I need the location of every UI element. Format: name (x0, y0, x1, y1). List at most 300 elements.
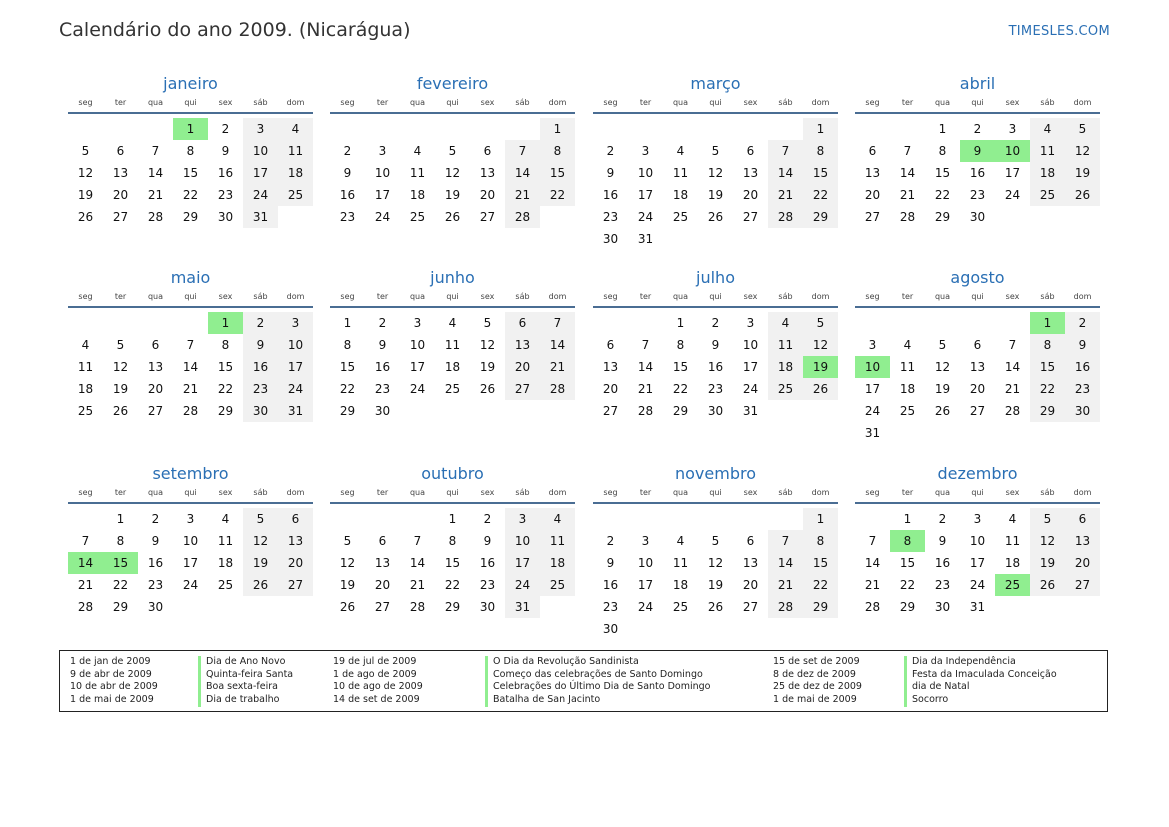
month-name: junho (430, 268, 475, 287)
day-cell: 24 (969, 578, 986, 592)
day-cell: 2 (483, 512, 492, 526)
weekday-label: sáb (778, 98, 793, 107)
day-cell: 13 (969, 360, 986, 374)
day-cell: 25 (672, 600, 689, 614)
weekday-label: seg (865, 292, 880, 301)
legend-holiday: Dia de Ano Novo (206, 656, 286, 667)
day-cell: 14 (768, 162, 803, 184)
day-cell: 29 (934, 210, 951, 224)
month-janeiro (68, 72, 313, 228)
empty-cell (768, 508, 803, 530)
empty-cell (663, 118, 698, 140)
weekday-label: qui (971, 488, 984, 497)
day-cell: 25 (768, 378, 803, 400)
day-cell: 13 (147, 360, 164, 374)
day-cell: 30 (602, 622, 619, 636)
legend-date: 19 de jul de 2009 (333, 656, 417, 667)
day-cell: 18 (1030, 162, 1065, 184)
weekday-label: seg (78, 292, 93, 301)
legend-dates-col-1 (70, 656, 158, 707)
day-cell: 11 (217, 534, 234, 548)
day-cell: 18 (672, 578, 689, 592)
month-outubro (330, 462, 575, 618)
weekday-label: sáb (515, 98, 530, 107)
weekday-label: seg (865, 98, 880, 107)
weekday-label: seg (603, 488, 618, 497)
legend-holiday: dia de Natal (912, 681, 970, 693)
day-cell: 11 (278, 140, 313, 162)
empty-cell (400, 118, 435, 140)
day-cell: 31 (505, 596, 540, 618)
month-fevereiro (330, 72, 575, 228)
empty-cell (138, 312, 173, 334)
day-cell: 8 (540, 140, 575, 162)
day-cell: 12 (1065, 140, 1100, 162)
day-cell: 17 (1004, 166, 1021, 180)
month-name: outubro (421, 464, 484, 483)
weekday-label: qua (147, 292, 164, 301)
day-cell: 15 (217, 360, 234, 374)
day-cell: 12 (112, 360, 129, 374)
day-cell: 4 (413, 144, 422, 158)
day-cell: 7 (413, 534, 422, 548)
day-cell: 24 (742, 382, 759, 396)
day-cell: 22 (934, 188, 951, 202)
day-cell: 4 (448, 316, 457, 330)
day-cell: 2 (938, 512, 947, 526)
day-cell: 27 (602, 404, 619, 418)
day-cell: 10 (374, 166, 391, 180)
weekday-label: seg (78, 488, 93, 497)
day-cell: 26 (1030, 574, 1065, 596)
day-cell: 4 (903, 338, 912, 352)
day-cell: 5 (938, 338, 947, 352)
weekday-label: dom (1073, 98, 1092, 107)
day-cell: 10 (969, 534, 986, 548)
day-cell: 9 (151, 534, 160, 548)
day-cell: 28 (505, 206, 540, 228)
empty-cell (435, 118, 470, 140)
day-cell: 5 (711, 144, 720, 158)
weekday-label: dom (1073, 292, 1092, 301)
empty-cell (855, 508, 890, 530)
empty-cell (628, 508, 663, 530)
weekday-label: sex (743, 488, 758, 497)
day-cell: 8 (803, 530, 838, 552)
day-cell: 2 (606, 534, 615, 548)
day-cell: 16 (217, 166, 234, 180)
day-cell: 17 (637, 578, 654, 592)
day-cell: 2 (973, 122, 982, 136)
month-julho (593, 266, 838, 422)
day-cell: 8 (221, 338, 230, 352)
day-cell: 31 (864, 426, 881, 440)
day-cell: 13 (602, 360, 619, 374)
weekday-label: seg (340, 292, 355, 301)
day-cell: 9 (221, 144, 230, 158)
day-cell: 5 (343, 534, 352, 548)
month-março (593, 72, 838, 250)
day-cell: 22 (1030, 378, 1065, 400)
day-cell: 18 (768, 356, 803, 378)
day-cell: 29 (339, 404, 356, 418)
day-cell: 29 (803, 206, 838, 228)
day-cell: 26 (243, 574, 278, 596)
day-cell: 3 (868, 338, 877, 352)
day-cell: 3 (641, 144, 650, 158)
day-cell: 22 (899, 578, 916, 592)
holiday-day: 14 (68, 552, 103, 574)
weekday-label: qui (184, 98, 197, 107)
day-cell: 2 (243, 312, 278, 334)
day-cell: 10 (243, 140, 278, 162)
weekday-header (593, 96, 838, 114)
day-cell: 3 (278, 312, 313, 334)
day-cell: 25 (899, 404, 916, 418)
legend-marker (904, 656, 907, 707)
weekday-label: sáb (253, 488, 268, 497)
day-cell: 26 (77, 210, 94, 224)
day-cell: 1 (803, 508, 838, 530)
weekday-label: sáb (778, 488, 793, 497)
day-cell: 28 (1004, 404, 1021, 418)
day-cell: 27 (864, 210, 881, 224)
site-link[interactable]: TIMESLES.COM (1008, 24, 1110, 39)
day-cell: 3 (378, 144, 387, 158)
weekday-label: seg (340, 98, 355, 107)
legend-marker (485, 656, 488, 707)
empty-cell (330, 118, 365, 140)
day-cell: 17 (409, 360, 426, 374)
day-cell: 20 (1065, 552, 1100, 574)
empty-cell (925, 312, 960, 334)
day-cell: 10 (278, 334, 313, 356)
day-cell: 27 (505, 378, 540, 400)
day-cell: 10 (742, 338, 759, 352)
month-dezembro (855, 462, 1100, 618)
day-cell: 26 (934, 404, 951, 418)
day-cell: 22 (182, 188, 199, 202)
legend-marker (198, 656, 201, 707)
day-cell: 21 (505, 184, 540, 206)
day-cell: 6 (116, 144, 125, 158)
day-cell: 27 (742, 210, 759, 224)
day-cell: 11 (899, 360, 916, 374)
day-cell: 12 (444, 166, 461, 180)
weekday-label: sáb (1040, 98, 1055, 107)
day-cell: 3 (973, 512, 982, 526)
weekday-header (68, 290, 313, 308)
empty-cell (733, 508, 768, 530)
weekday-label: sáb (1040, 488, 1055, 497)
holiday-day: 19 (803, 356, 838, 378)
empty-cell (173, 312, 208, 334)
weekday-label: qui (184, 292, 197, 301)
weekday-label: qua (672, 488, 689, 497)
day-cell: 15 (803, 162, 838, 184)
weekday-label: sex (218, 488, 233, 497)
weekday-label: qui (184, 488, 197, 497)
day-cell: 29 (444, 600, 461, 614)
day-cell: 2 (711, 316, 720, 330)
day-cell: 9 (378, 338, 387, 352)
day-cell: 25 (409, 210, 426, 224)
day-cell: 22 (672, 382, 689, 396)
day-cell: 18 (409, 188, 426, 202)
day-grid (330, 312, 575, 422)
day-cell: 23 (969, 188, 986, 202)
weekday-label: sex (1005, 98, 1020, 107)
day-cell: 4 (676, 144, 685, 158)
day-cell: 12 (803, 334, 838, 356)
day-cell: 22 (803, 574, 838, 596)
day-cell: 21 (637, 382, 654, 396)
day-cell: 7 (768, 140, 803, 162)
day-cell: 16 (602, 578, 619, 592)
day-grid (593, 118, 838, 250)
weekday-label: sex (480, 488, 495, 497)
day-cell: 21 (864, 578, 881, 592)
weekday-label: sex (743, 98, 758, 107)
holiday-day: 1 (208, 312, 243, 334)
month-name: novembro (675, 464, 756, 483)
day-cell: 22 (803, 184, 838, 206)
day-grid (68, 118, 313, 228)
day-cell: 27 (969, 404, 986, 418)
day-cell: 20 (602, 382, 619, 396)
weekday-header (855, 486, 1100, 504)
day-cell: 11 (672, 166, 689, 180)
weekday-label: ter (901, 488, 914, 497)
day-cell: 27 (1065, 574, 1100, 596)
day-cell: 3 (505, 508, 540, 530)
day-cell: 24 (182, 578, 199, 592)
day-cell: 17 (969, 556, 986, 570)
weekday-label: qua (934, 98, 951, 107)
day-cell: 11 (1030, 140, 1065, 162)
day-cell: 12 (1030, 530, 1065, 552)
weekday-label: ter (114, 292, 127, 301)
day-cell: 14 (540, 334, 575, 356)
weekday-label: ter (639, 488, 652, 497)
day-cell: 10 (505, 530, 540, 552)
legend-holiday: Socorro (912, 694, 949, 706)
day-cell: 28 (899, 210, 916, 224)
day-cell: 29 (1030, 400, 1065, 422)
weekday-label: ter (376, 98, 389, 107)
day-cell: 25 (278, 184, 313, 206)
legend-date: 1 de jan de 2009 (70, 656, 151, 667)
day-cell: 24 (409, 382, 426, 396)
day-cell: 13 (742, 166, 759, 180)
day-cell: 9 (711, 338, 720, 352)
empty-cell (68, 118, 103, 140)
weekday-label: qua (672, 98, 689, 107)
day-cell: 8 (1030, 334, 1065, 356)
legend-date: 1 de mai de 2009 (70, 694, 154, 706)
day-cell: 8 (676, 338, 685, 352)
weekday-label: qua (409, 488, 426, 497)
legend-holiday: Festa da Imaculada Conceição (912, 668, 1057, 680)
weekday-label: dom (548, 98, 567, 107)
day-grid (593, 312, 838, 422)
weekday-label: sáb (778, 292, 793, 301)
day-cell: 7 (1008, 338, 1017, 352)
holiday-legend (59, 650, 1108, 712)
day-cell: 26 (479, 382, 496, 396)
day-cell: 1 (448, 512, 457, 526)
day-cell: 23 (602, 210, 619, 224)
day-cell: 6 (1065, 508, 1100, 530)
day-cell: 4 (81, 338, 90, 352)
empty-cell (400, 508, 435, 530)
day-cell: 20 (479, 188, 496, 202)
weekday-label: sex (218, 292, 233, 301)
legend-holiday: O Dia da Revolução Sandinista (493, 656, 639, 667)
day-cell: 18 (217, 556, 234, 570)
day-cell: 14 (899, 166, 916, 180)
day-cell: 24 (505, 574, 540, 596)
legend-holiday: Começo das celebrações de Santo Domingo (493, 668, 703, 680)
day-cell: 16 (479, 556, 496, 570)
day-cell: 30 (602, 232, 619, 246)
day-cell: 25 (444, 382, 461, 396)
day-cell: 21 (1004, 382, 1021, 396)
day-cell: 26 (339, 600, 356, 614)
empty-cell (330, 508, 365, 530)
day-cell: 14 (182, 360, 199, 374)
day-cell: 1 (903, 512, 912, 526)
day-cell: 26 (707, 600, 724, 614)
day-cell: 2 (221, 122, 230, 136)
day-cell: 6 (278, 508, 313, 530)
weekday-label: dom (286, 488, 305, 497)
day-cell: 2 (151, 512, 160, 526)
day-cell: 19 (444, 188, 461, 202)
day-cell: 6 (378, 534, 387, 548)
empty-cell (365, 118, 400, 140)
holiday-day: 1 (1030, 312, 1065, 334)
day-cell: 17 (742, 360, 759, 374)
day-cell: 28 (409, 600, 426, 614)
weekday-label: dom (811, 488, 830, 497)
day-cell: 19 (77, 188, 94, 202)
day-cell: 27 (147, 404, 164, 418)
legend-holiday: Boa sexta-feira (206, 681, 278, 693)
day-cell: 7 (868, 534, 877, 548)
day-cell: 29 (182, 210, 199, 224)
day-cell: 21 (77, 578, 94, 592)
day-cell: 1 (540, 118, 575, 140)
day-cell: 30 (934, 600, 951, 614)
month-name: julho (696, 268, 735, 287)
day-grid (855, 118, 1100, 228)
legend-date: 8 de dez de 2009 (773, 668, 856, 680)
day-cell: 5 (448, 144, 457, 158)
day-cell: 12 (479, 338, 496, 352)
empty-cell (698, 118, 733, 140)
legend-date: 1 de ago de 2009 (333, 668, 417, 680)
day-cell: 12 (243, 530, 278, 552)
day-cell: 9 (1065, 334, 1100, 356)
day-cell: 21 (768, 574, 803, 596)
empty-cell (995, 312, 1030, 334)
day-cell: 30 (374, 404, 391, 418)
empty-cell (365, 508, 400, 530)
day-cell: 17 (182, 556, 199, 570)
legend-date: 10 de ago de 2009 (333, 681, 423, 693)
day-cell: 30 (147, 600, 164, 614)
weekday-label: dom (548, 292, 567, 301)
day-cell: 6 (483, 144, 492, 158)
day-cell: 27 (112, 210, 129, 224)
day-cell: 1 (116, 512, 125, 526)
weekday-label: sáb (515, 488, 530, 497)
weekday-label: qua (934, 292, 951, 301)
day-cell: 6 (606, 338, 615, 352)
weekday-header (330, 486, 575, 504)
day-cell: 21 (409, 578, 426, 592)
weekday-label: ter (639, 292, 652, 301)
day-cell: 4 (221, 512, 230, 526)
day-cell: 30 (243, 400, 278, 422)
day-cell: 31 (742, 404, 759, 418)
day-cell: 18 (77, 382, 94, 396)
legend-dates-col-3 (773, 656, 862, 707)
day-cell: 9 (606, 556, 615, 570)
month-abril (855, 72, 1100, 228)
day-cell: 15 (934, 166, 951, 180)
day-cell: 21 (540, 356, 575, 378)
empty-cell (593, 118, 628, 140)
weekday-header (68, 96, 313, 114)
day-cell: 4 (540, 508, 575, 530)
day-cell: 26 (1065, 184, 1100, 206)
day-cell: 30 (1065, 400, 1100, 422)
day-cell: 20 (505, 356, 540, 378)
empty-cell (890, 118, 925, 140)
day-cell: 28 (864, 600, 881, 614)
day-cell: 7 (186, 338, 195, 352)
day-grid (330, 118, 575, 228)
weekday-label: sex (743, 292, 758, 301)
day-cell: 14 (409, 556, 426, 570)
empty-cell (698, 508, 733, 530)
day-cell: 20 (278, 552, 313, 574)
weekday-label: qui (446, 98, 459, 107)
day-cell: 15 (182, 166, 199, 180)
holiday-day: 1 (173, 118, 208, 140)
weekday-header (330, 290, 575, 308)
empty-cell (593, 508, 628, 530)
weekday-label: dom (286, 98, 305, 107)
weekday-label: dom (548, 488, 567, 497)
day-cell: 16 (1065, 356, 1100, 378)
day-cell: 24 (243, 184, 278, 206)
day-grid (330, 508, 575, 618)
day-cell: 9 (606, 166, 615, 180)
weekday-label: sex (1005, 292, 1020, 301)
day-cell: 7 (505, 140, 540, 162)
day-cell: 19 (707, 188, 724, 202)
day-cell: 3 (413, 316, 422, 330)
day-cell: 17 (374, 188, 391, 202)
day-cell: 25 (217, 578, 234, 592)
day-cell: 14 (768, 552, 803, 574)
month-name: abril (959, 74, 996, 93)
empty-cell (628, 312, 663, 334)
day-cell: 15 (444, 556, 461, 570)
